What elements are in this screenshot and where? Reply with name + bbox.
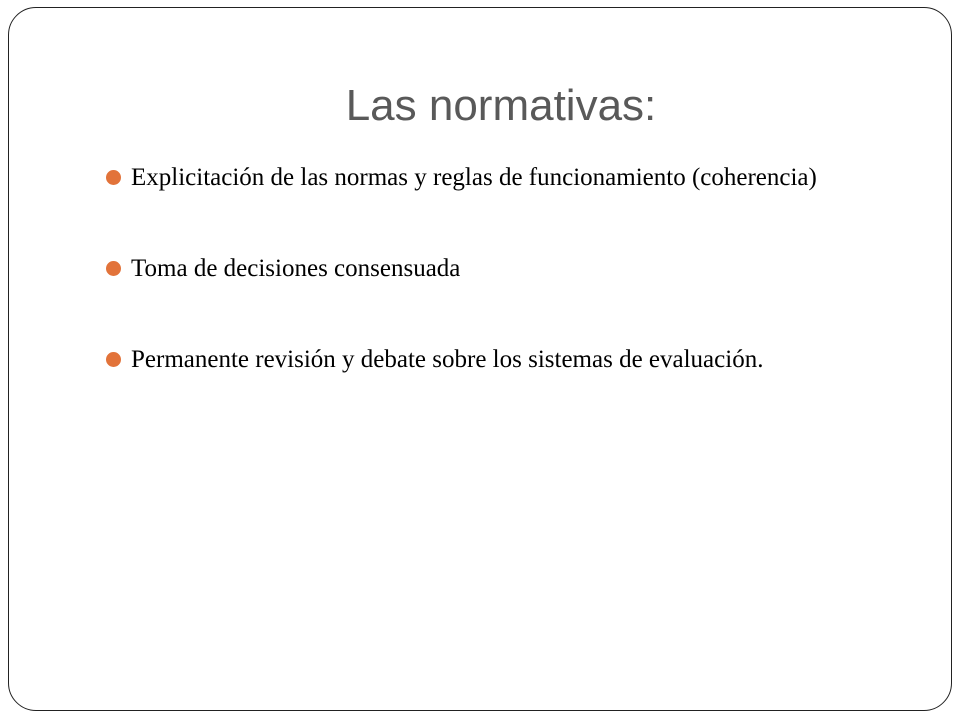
bullet-dot-icon	[106, 261, 121, 276]
bullet-text: Toma de decisiones consensuada	[131, 255, 461, 282]
bullet-item	[104, 160, 824, 196]
bullet-dot-icon	[106, 170, 121, 185]
slide-title: Las normativas:	[345, 81, 657, 130]
bullet-item	[104, 251, 824, 287]
bullet-dot-icon	[106, 352, 121, 367]
bullet-list	[104, 160, 824, 433]
bullet-text: Permanente revisión y debate sobre los sistemas de evaluación.	[131, 346, 764, 373]
bullet-item	[104, 342, 824, 378]
bullet-text: Explicitación de las normas y reglas de funcionamiento (coherencia)	[131, 164, 817, 191]
